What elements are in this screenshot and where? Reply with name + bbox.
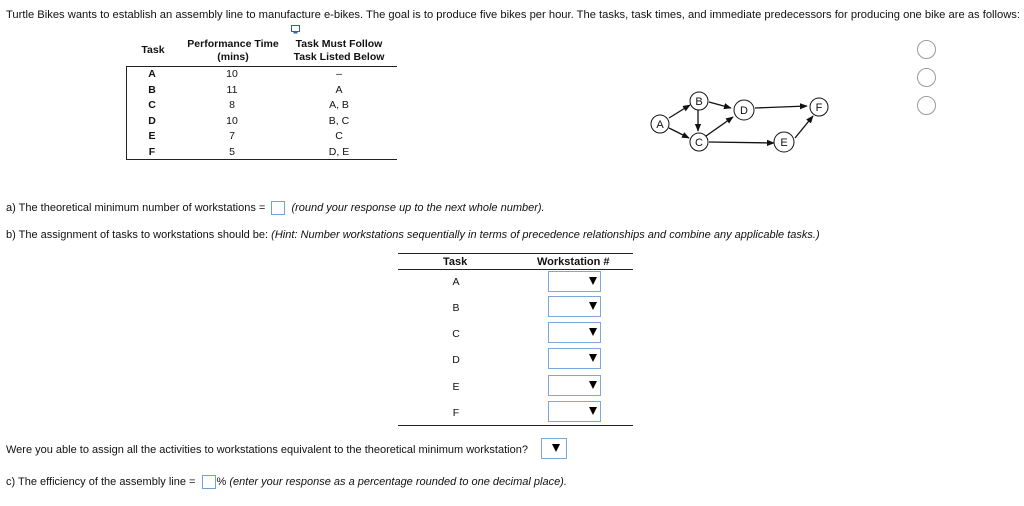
assign-task-label: A xyxy=(452,276,460,288)
pred-cell: A xyxy=(335,83,343,96)
workstation-select-a[interactable] xyxy=(548,271,601,292)
pred-cell: D, E xyxy=(328,145,350,158)
time-cell: 8 xyxy=(229,99,235,111)
question-c-hint: (enter your response as a percentage rounded to one decimal place). xyxy=(229,475,567,488)
edge-e-f xyxy=(795,116,813,138)
radio-option-2[interactable] xyxy=(917,68,936,87)
question-b-hint: (Hint: Number workstations sequentially in terms of precedence relationships and combine any applicable tasks.) xyxy=(271,229,820,241)
question-c-text: c) The efficiency of the assembly line = xyxy=(6,475,196,488)
workstation-select-b[interactable] xyxy=(548,296,601,317)
pred-cell: – xyxy=(336,68,342,80)
edge-a-c xyxy=(669,128,689,138)
edge-b-d xyxy=(709,102,731,108)
time-cell: 11 xyxy=(226,83,238,96)
question-a-text: a) The theoretical minimum number of workstations = xyxy=(6,201,266,214)
pred-cell: C xyxy=(335,130,343,142)
question-min-text: Were you able to assign all the activities to workstations equivalent to the theoretical minimum workstation? xyxy=(6,444,528,456)
task-cell: F xyxy=(148,145,156,158)
chevron-down-icon xyxy=(589,354,597,362)
workstation-select-f[interactable] xyxy=(548,401,601,422)
chevron-down-icon xyxy=(589,328,597,336)
question-b-text: b) The assignment of tasks to workstations should be: xyxy=(6,229,269,241)
assign-task-label: F xyxy=(452,407,460,419)
question-a xyxy=(6,201,545,215)
assign-task-label: C xyxy=(452,328,460,340)
chevron-down-icon xyxy=(589,381,597,389)
question-b xyxy=(6,229,820,241)
precedence-diagram xyxy=(640,88,840,160)
time-cell: 7 xyxy=(229,130,235,142)
percent-sign: % xyxy=(216,475,227,488)
intro-text: Turtle Bikes wants to establish an assembly line to manufacture e-bikes. The goal is to produce five bikes per hour. The tasks, task times, and immediate predecessors for producing one bike are as follows: xyxy=(6,9,1021,21)
efficiency-input[interactable] xyxy=(202,475,216,489)
min-workstations-input[interactable] xyxy=(271,201,285,215)
task-cell: B xyxy=(148,83,156,96)
edge-c-d xyxy=(706,117,733,136)
task-cell: C xyxy=(148,99,156,111)
task-cell: D xyxy=(148,114,156,127)
chevron-down-icon xyxy=(552,444,560,452)
time-cell: 10 xyxy=(226,114,238,127)
workstation-select-e[interactable] xyxy=(548,375,601,396)
edge-c-e xyxy=(709,142,774,143)
pred-cell: B, C xyxy=(328,114,350,127)
min-workstation-select[interactable] xyxy=(541,438,567,459)
chevron-down-icon xyxy=(589,277,597,285)
node-c-label: C xyxy=(695,137,703,149)
time-cell: 10 xyxy=(226,68,238,80)
task-cell: A xyxy=(148,68,156,80)
pred-header-line1: Task Must Follow xyxy=(295,38,383,50)
assign-task-label: E xyxy=(452,381,460,393)
node-f-label: F xyxy=(815,102,823,114)
task-header: Task xyxy=(141,44,165,56)
chevron-down-icon xyxy=(589,302,597,310)
node-b-label: B xyxy=(695,96,703,108)
edge-a-b xyxy=(669,105,690,118)
workstation-select-c[interactable] xyxy=(548,322,601,343)
edge-d-f xyxy=(755,106,807,108)
chevron-down-icon xyxy=(589,407,597,415)
workstation-header: Workstation # xyxy=(537,256,610,268)
question-c xyxy=(6,475,567,489)
assign-task-label: D xyxy=(452,354,460,366)
pred-header-line2: Task Listed Below xyxy=(293,51,385,63)
pred-cell: A, B xyxy=(329,99,349,111)
time-header-line1: Performance Time xyxy=(187,38,279,50)
question-a-hint: (round your response up to the next whole number). xyxy=(291,201,545,214)
assign-task-header: Task xyxy=(443,256,468,268)
task-cell: E xyxy=(148,130,156,142)
copy-icon[interactable] xyxy=(291,25,300,34)
node-e-label: E xyxy=(780,137,788,149)
node-a-label: A xyxy=(656,119,664,131)
node-d-label: D xyxy=(740,105,748,117)
radio-option-1[interactable] xyxy=(917,40,936,59)
time-header-line2: (mins) xyxy=(217,51,249,63)
radio-option-3[interactable] xyxy=(917,96,936,115)
time-cell: 5 xyxy=(229,145,235,158)
workstation-select-d[interactable] xyxy=(548,348,601,369)
assign-task-label: B xyxy=(452,302,460,314)
